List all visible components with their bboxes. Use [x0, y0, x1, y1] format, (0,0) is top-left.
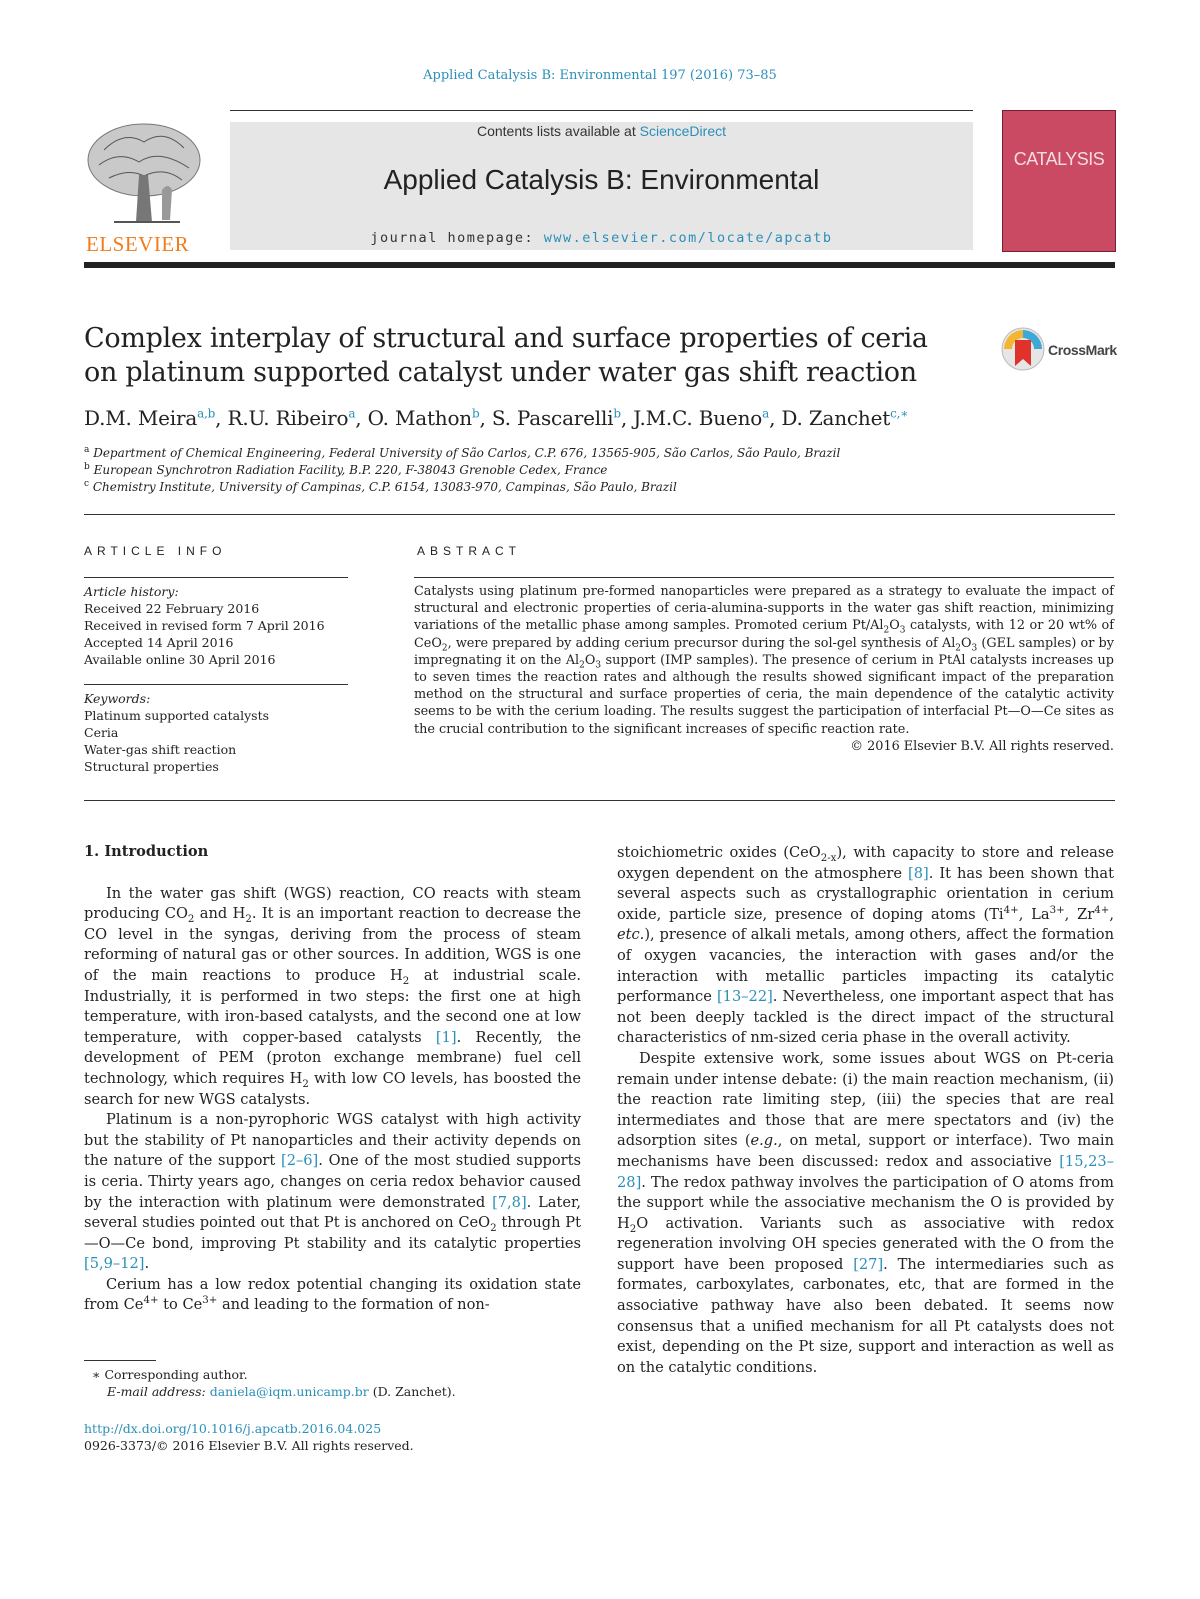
journal-name: Applied Catalysis B: Environmental — [383, 164, 820, 195]
paper-title: Complex interplay of structural and surface properties of ceria on platinum supported catalyst under water gas shift reaction — [84, 323, 928, 388]
header-top-rule — [230, 110, 973, 111]
homepage-prefix: journal homepage: — [370, 230, 544, 246]
header-thick-rule — [84, 262, 1115, 268]
footnote-star-line: ∗ Corresponding author. — [92, 1367, 248, 1382]
homepage-link[interactable]: www.elsevier.com/locate/apcatb — [543, 230, 833, 246]
divider — [84, 800, 1115, 801]
crossmark-badge[interactable] — [1000, 326, 1120, 372]
abstract-heading: ABSTRACT — [417, 544, 522, 558]
author-affiliation-mark[interactable]: a — [348, 406, 356, 421]
sciencedirect-link[interactable]: ScienceDirect — [639, 123, 726, 139]
email-suffix: (D. Zanchet). — [368, 1384, 456, 1399]
author-affiliation-mark[interactable]: a — [762, 406, 770, 421]
affiliation-item — [84, 479, 840, 496]
doi-block — [84, 1420, 414, 1454]
keyword-item: Platinum supported catalysts — [84, 708, 270, 723]
author[interactable]: D. Zanchet — [781, 406, 891, 430]
author-affiliation-mark[interactable]: b — [613, 406, 621, 421]
footnote-email-line — [84, 1383, 456, 1400]
affiliation-item — [84, 445, 840, 462]
affiliation-item — [84, 462, 840, 479]
divider — [414, 577, 1114, 578]
affiliation-text: Department of Chemical Engineering, Federal University of São Carlos, C.P. 676, 13565-905, São Carlos, São Paulo, Brazil — [93, 446, 841, 460]
divider — [84, 577, 348, 578]
history-item: Received in revised form 7 April 2016 — [84, 618, 325, 633]
keyword-item: Water-gas shift reaction — [84, 742, 237, 757]
author[interactable]: R.U. Ribeiro — [227, 406, 349, 430]
homepage-line — [230, 230, 973, 246]
cover-title: CATALYSIS — [1013, 149, 1105, 169]
doi-link[interactable]: http://dx.doi.org/10.1016/j.apcatb.2016.04.025 — [84, 1421, 382, 1436]
history-item: Accepted 14 April 2016 — [84, 635, 234, 650]
footnote-rule — [84, 1360, 156, 1361]
body-column-left — [84, 842, 581, 1316]
article-history — [84, 583, 325, 668]
abstract-paragraph: Catalysts using platinum pre-formed nanoparticles were prepared as a strategy to evaluate the impact of structural and electronic properties of ceria-alumina-supports in the water gas shift reaction, minimizing variations of the metallic phase among samples. Promoted cerium $Pt/Al_2O_3$ catalysts, with 12 or 20 wt% of CeO$_2$, were prepared by adding cerium precursor during the sol-gel synthesis of $Al_2O_3$ (GEL samples) or by impregnating it on the $Al_2O_3$ support (IMP samples). The presence of cerium in PtAl catalysts increases up to seven times the reaction rates and although the results showed significant impact of the preparation method on the structural and surface properties of ceria, the main dependence of the catalytic activity seems to be with the cerium loading. The results suggest the participation of interfacial Pt—O—Ce sites as the crucial contribution to the significant increases of specific reaction rate. — [414, 584, 1114, 737]
keywords — [84, 690, 269, 775]
keyword-item: Ceria — [84, 725, 119, 740]
author[interactable]: D.M. Meira — [84, 406, 198, 430]
affiliation-text: European Synchrotron Radiation Facility, B.P. 220, F-38043 Grenoble Cedex, France — [93, 463, 608, 477]
email-link[interactable]: daniela@iqm.unicamp.br — [209, 1384, 369, 1399]
tree-icon — [84, 120, 204, 230]
citation-link[interactable]: [8] — [908, 864, 929, 882]
issn-line: 0926-3373/© 2016 Elsevier B.V. All rights reserved. — [84, 1438, 414, 1453]
citation-link[interactable]: [13–22] — [716, 988, 773, 1006]
author[interactable]: S. Pascarelli — [491, 406, 614, 430]
journal-reference[interactable]: Applied Catalysis B: Environmental 197 (2016) 73–85 — [423, 68, 777, 83]
body-paragraph: Cerium has a low redox potential changing its oxidation state from $Ce^{4+}$ to $Ce^{3+}$ and leading to the formation of non- — [84, 1275, 581, 1314]
citation-link[interactable]: [27] — [853, 1255, 884, 1273]
divider — [84, 514, 1115, 515]
keywords-label: Keywords: — [84, 691, 151, 706]
abstract-text — [414, 583, 1114, 755]
history-label: Article history: — [84, 584, 179, 599]
journal-banner — [230, 122, 973, 250]
contents-line — [230, 123, 973, 139]
journal-cover-thumbnail[interactable] — [1002, 110, 1116, 252]
crossmark-icon — [1000, 326, 1046, 372]
history-item: Received 22 February 2016 — [84, 601, 260, 616]
affiliation-list — [84, 445, 840, 496]
section-heading: 1. Introduction — [84, 843, 209, 860]
crossmark-label: CrossMark — [1048, 342, 1117, 358]
author-affiliation-mark[interactable]: c,∗ — [890, 406, 909, 421]
citation-link[interactable]: [7,8] — [492, 1193, 527, 1211]
author[interactable]: J.M.C. Bueno — [633, 406, 763, 430]
body-paragraph: Platinum is a non-pyrophoric WGS catalyst with high activity but the stability of Pt nanoparticles and their activity depends on the nature of the support [2–6]. One of the most studied supports is ceria. Thirty years ago, changes on ceria redox behavior caused by the interaction with platinum were demonstrated [7,8]. Later, several studies pointed out that Pt is anchored on CeO$_2$ through Pt—O—Ce bond, improving Pt stability and its catalytic properties [5,9–12]. — [84, 1111, 582, 1273]
affiliation-text: Chemistry Institute, University of Campinas, C.P. 6154, 13083-970, Campinas, São Paulo, Brazil — [92, 480, 677, 494]
corresponding-author-footnote — [84, 1366, 456, 1400]
body-column-right — [617, 843, 1114, 1378]
history-item: Available online 30 April 2016 — [84, 652, 276, 667]
body-paragraph: stoichiometric oxides (CeO$_{2-x}$), with capacity to store and release oxygen dependent on the atmosphere [8]. It has been shown that several aspects such as crystallographic orientation in cerium oxide, particle size, presence of doping atoms ($Ti^{4+}$, $La^{3+}$, $Zr^{4+}$, etc.), presence of alkali metals, among others, affect the formation of oxygen vacancies, the interaction with gases and/or the interaction with metallic particles impacting its catalytic performance [13–22]. Nevertheless, one important aspect that has not been deeply tackled is the direct impact of the structural characteristics of nm-sized ceria phase in the overall activity. — [617, 844, 1114, 1047]
citation-link[interactable]: [2–6] — [281, 1152, 319, 1170]
author-list: D.M. Meira$^{a,b}$, R.U. Ribeiro$^a$, O. Mathon$^b$, S. Pascarelli$^b$, J.M.C. Bueno$^a$, D. Zanchet$^{c,∗}$ — [84, 406, 909, 430]
affiliation-mark: a — [84, 445, 90, 455]
citation-link[interactable]: [1] — [435, 1028, 457, 1046]
body-paragraph: In the water gas shift (WGS) reaction, CO reacts with steam producing $CO_2$ and $H_2$. It is an important reaction to decrease the CO level in the syngas, deriving from the process of steam reforming of natural gas or other sources. In addition, WGS is one of the main reactions to produce $H_2$ at industrial scale. Industrially, it is performed in two steps: the first one at high temperature, with iron-based catalysts, and the second one at low temperature, with copper-based catalysts [1]. Recently, the development of PEM (proton exchange membrane) fuel cell technology, which requires $H_2$ with low CO levels, has boosted the search for new WGS catalysts. — [84, 884, 582, 1108]
citation-link[interactable]: [5,9–12] — [84, 1255, 145, 1273]
email-label: E-mail address: — [107, 1384, 210, 1399]
article-info-heading: ARTICLE INFO — [84, 544, 227, 558]
body-paragraph: Despite extensive work, some issues about WGS on Pt-ceria remain under intense debate: (i) the main reaction mechanism, (ii) the reaction rate limiting step, (iii) the species that are real intermediates and those that are mere spectators and (iv) the adsorption sites (e.g., on metal, support or interface). Two main mechanisms have been discussed: redox and associative [15,23–28]. The redox pathway involves the participation of O atoms from the support while the associative mechanism the O is provided by $H_2O$ activation. Variants such as associative with redox regeneration involving OH species generated with the O from the support have been proposed [27]. The intermediaries such as formates, carboxylates, carbonates, etc, that are formed in the associative pathway have also been debated. It seems now consensus that a unified mechanism for all Pt catalysts does not exist, depending on the Pt size, support and interaction as well as on the catalytic conditions. — [617, 1049, 1114, 1376]
contents-prefix: Contents lists available at — [476, 123, 640, 139]
author-affiliation-mark[interactable]: a,b — [197, 406, 216, 421]
affiliation-mark: c — [84, 479, 90, 489]
author-affiliation-mark[interactable]: b — [472, 406, 480, 421]
author[interactable]: O. Mathon — [367, 406, 472, 430]
keyword-item: Structural properties — [84, 759, 219, 774]
citation-link[interactable]: [15,23–28] — [617, 1152, 1114, 1191]
elsevier-wordmark: ELSEVIER — [86, 232, 190, 256]
divider — [84, 684, 348, 685]
abstract-copyright: © 2016 Elsevier B.V. All rights reserved. — [850, 738, 1114, 754]
affiliation-mark: b — [84, 462, 90, 472]
